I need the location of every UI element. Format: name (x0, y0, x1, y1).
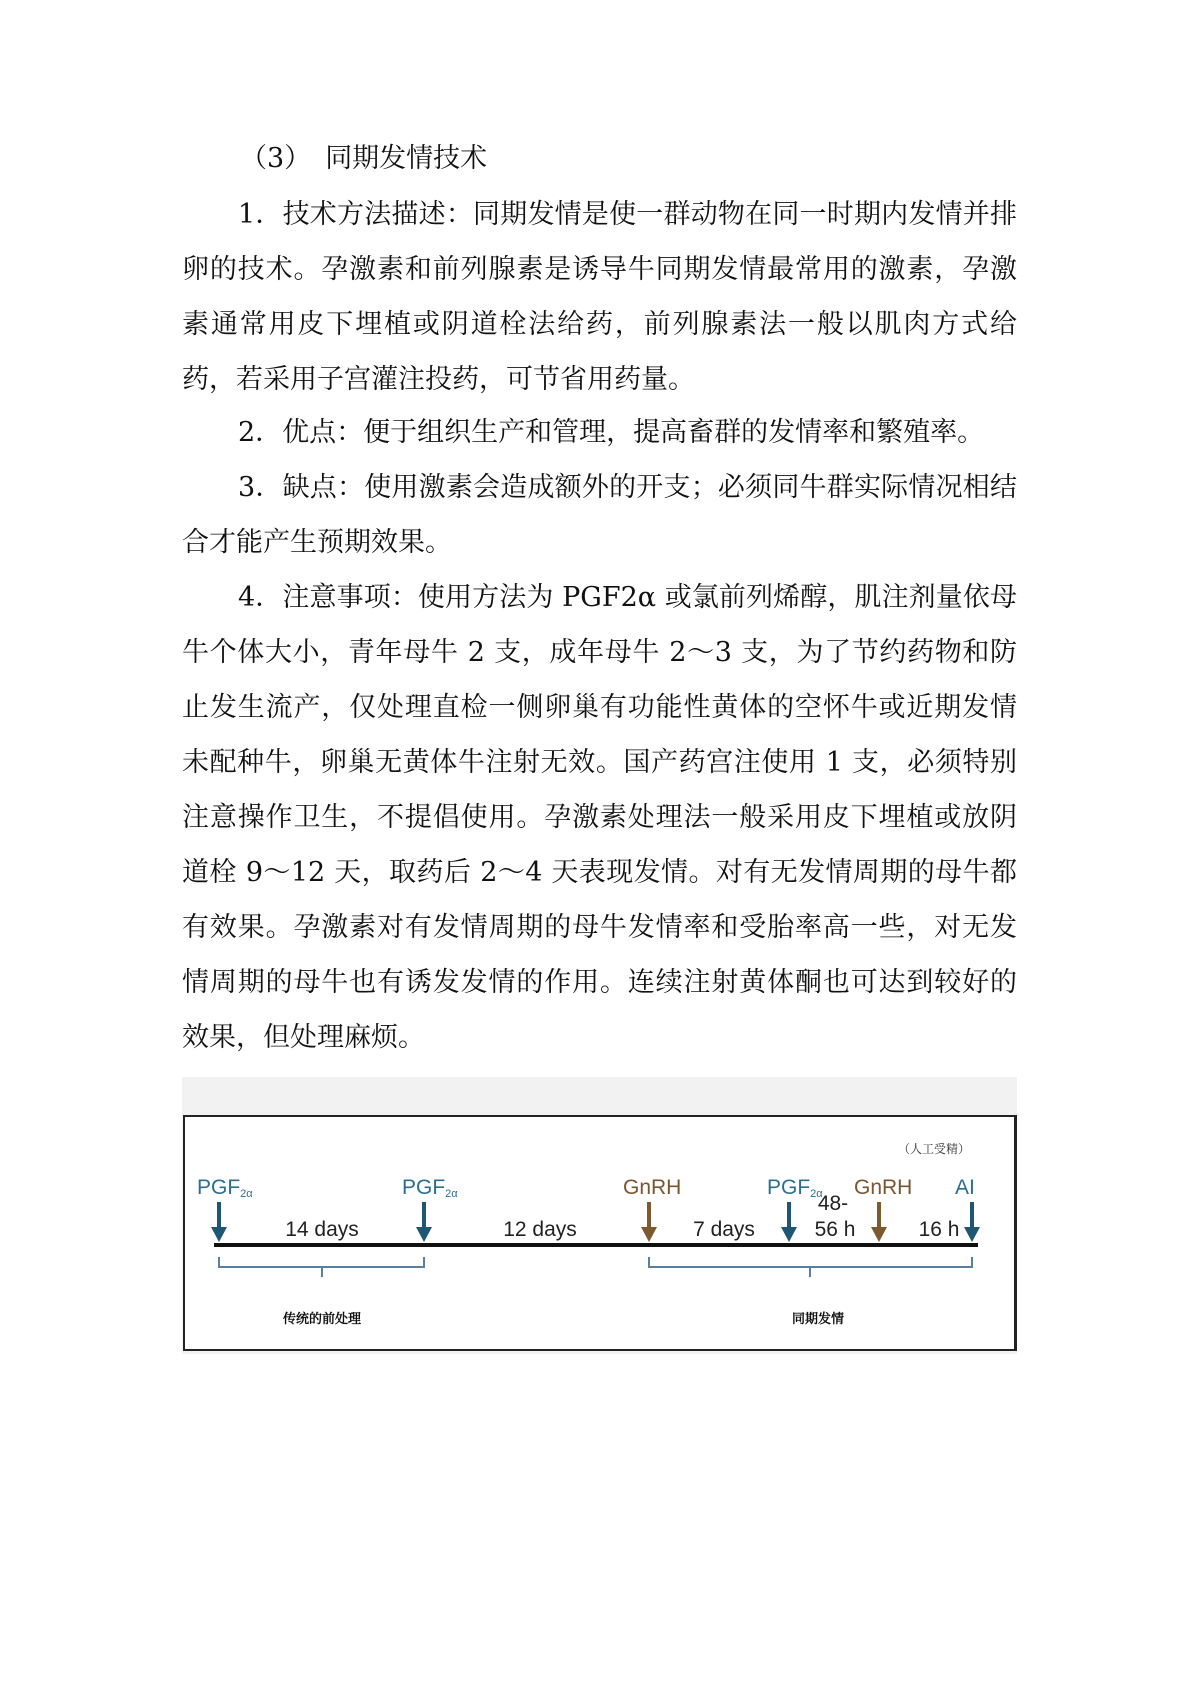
arrow-pgf-1 (211, 1202, 227, 1242)
bracket-pretreatment (219, 1257, 424, 1277)
interval-label-48-56h-line2: 56 h (814, 1218, 856, 1241)
section-heading (240, 136, 487, 175)
section-number: （3） (240, 143, 312, 174)
timeline-figure (182, 1077, 1017, 1354)
interval-label-16h: 16 h (918, 1218, 960, 1241)
bracket-label-synchronization: 同期发情 (791, 1312, 845, 1327)
timeline-diagram (182, 1077, 1017, 1354)
bracket-label-pretreatment: 传统的前处理 (282, 1312, 362, 1327)
paragraph-disadvantages: 3．缺点：使用激素会造成额外的开支；必须同牛群实际情况相结合才能产生预期效果。 (182, 472, 1017, 558)
paragraph-method: 1．技术方法描述：同期发情是使一群动物在同一时期内发情并排卵的技术。孕激素和前列腺素是诱导牛同期发情最常用的激素，孕激素通常用皮下埋植或阴道栓法给药，前列腺素法一般以肌肉方式给药，若采用子宫灌注投药，可节省用药量。 (182, 199, 1017, 395)
arrow-ai (964, 1202, 980, 1242)
arrow-pgf-2 (416, 1202, 432, 1242)
event-label-pgf-2: PGF2α (402, 1176, 458, 1200)
arrow-pgf-3 (781, 1202, 797, 1242)
event-label-pgf-3: PGF2α (767, 1176, 823, 1200)
interval-label-7-days: 7 days (693, 1218, 755, 1241)
bracket-synchronization (649, 1257, 972, 1277)
arrow-gnrh-2 (871, 1202, 887, 1242)
event-label-gnrh-1: GnRH (623, 1176, 682, 1199)
paragraph-precautions: 4．注意事项：使用方法为 PGF2α 或氯前列烯醇，肌注剂量依母牛个体大小，青年母牛 2 支，成年母牛 2～3 支，为了节约药物和防止发生流产，仅处理直检一侧卵巢有功能性黄体的空怀牛或近期发情未配种牛，卵巢无黄体牛注射无效。国产药宫注使用 1 支，必须特别注意操作卫生，不提倡使用。孕激素处理法一般采用皮下埋植或放阴道栓 9～12 天，取药后 2～4 天表现发情。对有无发情周期的母牛都有效果。孕激素对有发情周期的母牛发情率和受胎率高一些，对无发情周期的母牛也有诱发发情的作用。连续注射黄体酮也可达到较好的效果，但处理麻烦。 (182, 582, 1017, 1053)
event-label-ai: AI (955, 1176, 975, 1199)
section-title: 同期发情技术 (325, 143, 488, 174)
ai-note-label: （人工受精） (897, 1142, 970, 1156)
paragraph-advantages: 2．优点：便于组织生产和管理，提高畜群的发情率和繁殖率。 (238, 417, 985, 448)
arrow-gnrh-1 (641, 1202, 657, 1242)
interval-label-14-days: 14 days (285, 1218, 359, 1241)
event-label-pgf-1: PGF2α (197, 1176, 253, 1200)
event-label-gnrh-2: GnRH (854, 1176, 913, 1199)
interval-label-48-56h-line1: 48- (817, 1192, 849, 1215)
interval-label-12-days: 12 days (503, 1218, 577, 1241)
